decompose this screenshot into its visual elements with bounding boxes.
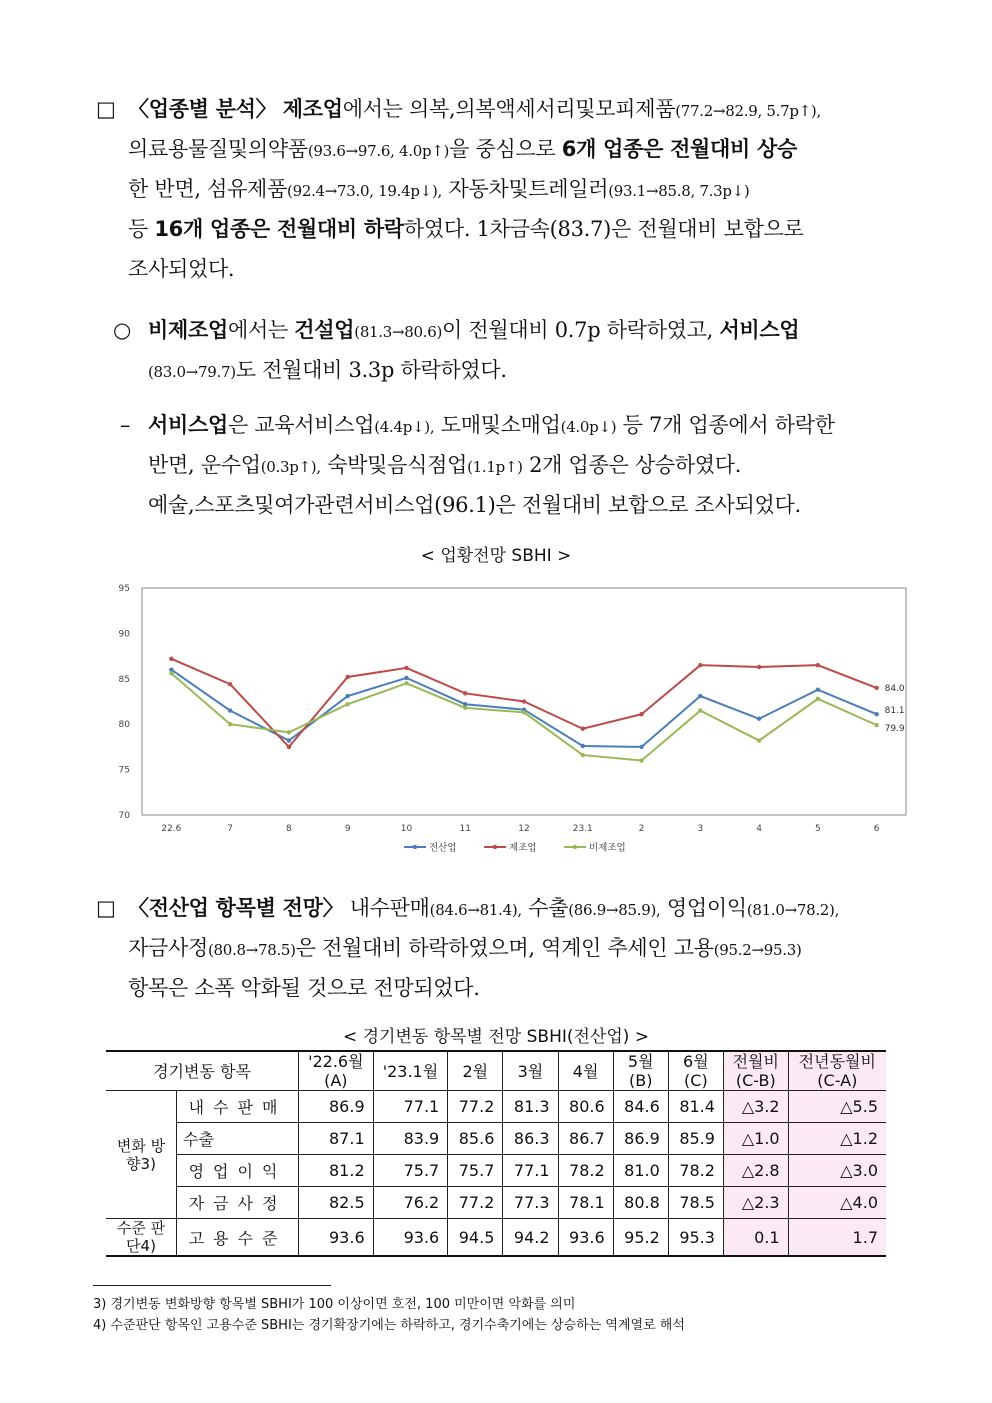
- cell: 95.2: [613, 1219, 668, 1257]
- paragraph-items-line3: 항목은 소폭 악화될 것으로 전망되었다.: [128, 976, 480, 1000]
- data-point: [228, 722, 232, 726]
- y-tick-label: 75: [118, 765, 130, 776]
- y-tick-label: 95: [118, 584, 130, 594]
- footnote-divider: [93, 1285, 331, 1286]
- section-lead: 〈업종별 분석〉: [128, 97, 277, 121]
- row-label: 수출: [177, 1123, 299, 1155]
- row-label: 영업이익: [177, 1155, 299, 1187]
- cell: 80.6: [558, 1091, 613, 1123]
- data-point: [463, 706, 467, 710]
- cell: 86.9: [613, 1123, 668, 1155]
- cell: 87.1: [299, 1123, 374, 1155]
- cell: 86.3: [503, 1123, 558, 1155]
- table-row: [106, 1219, 886, 1257]
- x-tick-label: 10: [400, 824, 413, 834]
- paragraph-nonmanufacturing-line1: 비제조업에서는 건설업(81.3→80.6)이 전월대비 0.7p 하락하였고, 서비스업: [148, 318, 800, 342]
- cell: 77.1: [373, 1091, 448, 1123]
- data-point: [463, 691, 467, 695]
- data-point: [816, 663, 820, 667]
- paragraph-manufacturing-line3: 한 반면, 섬유제품(92.4→73.0, 19.4p↓), 자동차및트레일러(93.1→85.8, 7.3p↓): [128, 177, 750, 201]
- x-tick-label: 3: [697, 824, 704, 834]
- cell: 80.8: [613, 1187, 668, 1219]
- cell: 84.6: [613, 1091, 668, 1123]
- x-tick-label: 8: [286, 824, 292, 834]
- cell: △4.0: [788, 1187, 886, 1219]
- header-item: 경기변동 항목: [106, 1051, 299, 1091]
- legend-label: 제조업: [509, 842, 537, 854]
- cell: 77.1: [503, 1155, 558, 1187]
- cell: 93.6: [558, 1219, 613, 1257]
- section-lead: 〈전산업 항목별 전망〉: [128, 896, 344, 920]
- data-label: 81.1: [884, 706, 905, 717]
- data-point: [757, 717, 761, 721]
- footnote-4: 4) 수준판단 항목인 고용수준 SBHI는 경기확장기에는 하락하고, 경기수축기에는 상승하는 역계열로 해석: [93, 1318, 685, 1333]
- cell: △1.2: [788, 1123, 886, 1155]
- cell: 94.5: [448, 1219, 503, 1257]
- x-tick-label: 22.6: [161, 824, 182, 834]
- data-label: 84.0: [884, 683, 905, 694]
- table-caption: < 경기변동 항목별 전망 SBHI(전산업) >: [342, 1027, 650, 1047]
- paragraph-manufacturing-line1: 〈업종별 분석〉 제조업에서는 의복,의복액세서리및모피제품(77.2→82.9, 5.7p↑),: [128, 97, 821, 121]
- header-col: 전월비 (C-B): [723, 1051, 788, 1091]
- row-label: 내수판매: [177, 1091, 299, 1123]
- cell: 95.3: [668, 1219, 723, 1257]
- legend-marker: [493, 845, 497, 849]
- data-point: [522, 710, 526, 714]
- y-tick-label: 90: [118, 629, 130, 640]
- group-label: 수준 판단4): [106, 1219, 177, 1257]
- table-row: [106, 1091, 886, 1123]
- x-tick-label: 23.1: [572, 824, 593, 834]
- sbhi-line-chart: [106, 570, 922, 860]
- cell: 94.2: [503, 1219, 558, 1257]
- data-point: [757, 665, 761, 669]
- paragraph-manufacturing-line4: 등 16개 업종은 전월대비 하락하였다. 1차금속(83.7)은 전월대비 보합으로: [128, 217, 804, 241]
- chart-caption: < 업황전망 SBHI >: [420, 546, 572, 566]
- cell: 76.2: [373, 1187, 448, 1219]
- data-point: [404, 681, 408, 685]
- cell: 86.9: [299, 1091, 374, 1123]
- row-label: 고용수준: [177, 1219, 299, 1257]
- cell: 83.9: [373, 1123, 448, 1155]
- cell: 85.9: [668, 1123, 723, 1155]
- cell: 78.5: [668, 1187, 723, 1219]
- bold-text: 서비스업: [148, 413, 228, 437]
- cell: 81.0: [613, 1155, 668, 1187]
- paragraph-services-line2: 반면, 운수업(0.3p↑), 숙박및음식점업(1.1p↑) 2개 업종은 상승하였다.: [148, 453, 742, 477]
- header-col: '22.6월 (A): [299, 1051, 374, 1091]
- header-col: 3월: [503, 1051, 558, 1091]
- data-point: [345, 702, 349, 706]
- data-point: [228, 682, 232, 686]
- cell: 93.6: [373, 1219, 448, 1257]
- x-tick-label: 9: [344, 824, 351, 834]
- data-point: [581, 753, 585, 757]
- bold-text: 6개 업종은 전월대비 상승: [561, 137, 798, 161]
- paragraph-manufacturing-line2: 의료용물질및의약품(93.6→97.6, 4.0p↑)을 중심으로 6개 업종은 전월대비 상승: [128, 137, 798, 161]
- legend-label: 비제조업: [589, 842, 626, 854]
- cell: 0.1: [723, 1219, 788, 1257]
- header-col: 2월: [448, 1051, 503, 1091]
- table-header-row: [106, 1051, 886, 1091]
- header-col: '23.1월: [373, 1051, 448, 1091]
- table-row: [106, 1187, 886, 1219]
- cell: 93.6: [299, 1219, 374, 1257]
- cell: △3.0: [788, 1155, 886, 1187]
- chart-svg: [106, 570, 922, 860]
- data-point: [816, 697, 820, 701]
- paragraph-manufacturing-line5: 조사되었다.: [128, 257, 235, 281]
- y-tick-label: 85: [118, 674, 130, 685]
- data-point: [698, 663, 702, 667]
- data-point: [345, 675, 349, 679]
- footnote-3: 3) 경기변동 변화방향 항목별 SBHI가 100 이상이면 호전, 100 미만이면 악화를 의미: [93, 1297, 576, 1312]
- paragraph-items-line2: 자금사정(80.8→78.5)은 전월대비 하락하였으며, 역계인 추세인 고용(95.2→95.3): [128, 936, 802, 960]
- data-point: [698, 708, 702, 712]
- cell: 75.7: [373, 1155, 448, 1187]
- cell: 77.2: [448, 1091, 503, 1123]
- data-point: [522, 699, 526, 703]
- data-point: [874, 712, 878, 716]
- table-row: [106, 1123, 886, 1155]
- header-col: 6월 (C): [668, 1051, 723, 1091]
- dash-marker: –: [120, 413, 131, 437]
- cell: 78.2: [668, 1155, 723, 1187]
- data-point: [639, 712, 643, 716]
- cell: 77.3: [503, 1187, 558, 1219]
- section-marker: □: [96, 896, 116, 920]
- data-point: [816, 687, 820, 691]
- bullet-marker: ○: [113, 318, 132, 342]
- bold-text: 서비스업: [719, 318, 800, 342]
- cell: 86.7: [558, 1123, 613, 1155]
- y-tick-label: 70: [118, 811, 130, 821]
- x-tick-label: 12: [518, 824, 530, 834]
- data-point: [581, 727, 585, 731]
- cell: 78.2: [558, 1155, 613, 1187]
- cell: 81.4: [668, 1091, 723, 1123]
- data-point: [698, 694, 702, 698]
- data-point: [874, 723, 878, 727]
- row-label: 자금사정: [177, 1187, 299, 1219]
- x-tick-label: 2: [638, 824, 645, 834]
- data-point: [581, 744, 585, 748]
- cell: 77.2: [448, 1187, 503, 1219]
- cell: 78.1: [558, 1187, 613, 1219]
- legend-label: 전산업: [429, 842, 457, 854]
- cell: 81.2: [299, 1155, 374, 1187]
- legend-marker: [573, 845, 577, 849]
- data-point: [404, 676, 408, 680]
- paragraph-services-line3: 예술,스포츠및여가관련서비스업(96.1)은 전월대비 보합으로 조사되었다.: [148, 493, 801, 517]
- legend-marker: [413, 845, 417, 849]
- bold-text: 건설업: [294, 318, 355, 342]
- cell: 1.7: [788, 1219, 886, 1257]
- paragraph-items-line1: 〈전산업 항목별 전망〉 내수판매(84.6→81.4), 수출(86.9→85.9), 영업이익(81.0→78.2),: [128, 896, 840, 920]
- header-col: 4월: [558, 1051, 613, 1091]
- data-point: [287, 745, 291, 749]
- x-tick-label: 11: [459, 824, 471, 834]
- header-col: 전년동월비 (C-A): [788, 1051, 886, 1091]
- x-tick-label: 4: [756, 824, 762, 834]
- data-point: [287, 730, 291, 734]
- data-point: [639, 745, 643, 749]
- cell: 85.6: [448, 1123, 503, 1155]
- data-point: [639, 758, 643, 762]
- section-marker: □: [96, 97, 116, 121]
- paragraph-nonmanufacturing-line2: (83.0→79.7)도 전월대비 3.3p 하락하였다.: [148, 358, 507, 382]
- header-col: 5월 (B): [613, 1051, 668, 1091]
- sbhi-items-table: [106, 1050, 886, 1257]
- cell: △1.0: [723, 1123, 788, 1155]
- data-point: [228, 708, 232, 712]
- y-tick-label: 80: [118, 720, 130, 731]
- data-point: [169, 671, 173, 675]
- data-point: [345, 694, 349, 698]
- cell: 82.5: [299, 1187, 374, 1219]
- cell: △2.3: [723, 1187, 788, 1219]
- bold-text: 제조업: [282, 97, 343, 121]
- group-label: 변화 방향3): [106, 1091, 177, 1219]
- data-point: [874, 686, 878, 690]
- cell: △3.2: [723, 1091, 788, 1123]
- cell: 81.3: [503, 1091, 558, 1123]
- data-point: [757, 738, 761, 742]
- cell: △2.8: [723, 1155, 788, 1187]
- cell: 75.7: [448, 1155, 503, 1187]
- table-row: [106, 1155, 886, 1187]
- cell: △5.5: [788, 1091, 886, 1123]
- x-tick-label: 7: [227, 824, 234, 834]
- data-point: [404, 666, 408, 670]
- data-point: [169, 657, 173, 661]
- bold-text: 비제조업: [148, 318, 228, 342]
- x-tick-label: 5: [814, 824, 821, 834]
- bold-text: 16개 업종은 전월대비 하락: [154, 217, 404, 241]
- x-tick-label: 6: [873, 824, 880, 834]
- data-point: [287, 738, 291, 742]
- data-label: 79.9: [884, 724, 905, 735]
- paragraph-services-line1: 서비스업은 교육서비스업(4.4p↓), 도매및소매업(4.0p↓) 등 7개 업종에서 하락한: [148, 413, 835, 437]
